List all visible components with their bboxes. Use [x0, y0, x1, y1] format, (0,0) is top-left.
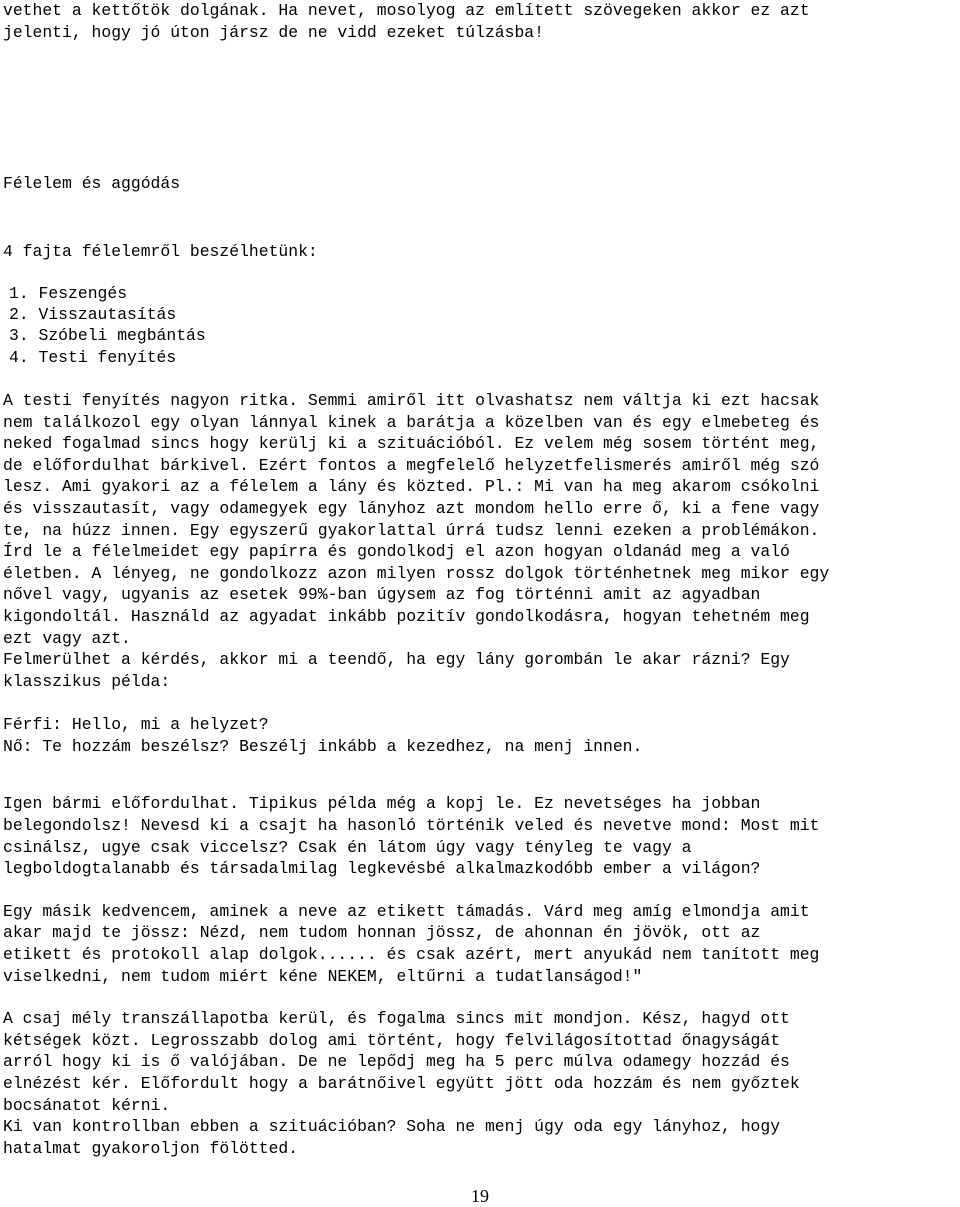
text-line: nem találkozol egy olyan lánnyal kinek a barátja a közelben van és egy elmebeteg és	[3, 412, 820, 432]
text-line: lesz. Ami gyakori az a félelem a lány és közted. Pl.: Mi van ha meg akarom csókolni	[3, 477, 820, 497]
list-item: 1. Feszengés	[9, 283, 128, 303]
text-line: kigondoltál. Használd az agyadat inkább pozitív gondolkodásra, hogyan tehetném meg	[3, 606, 810, 626]
dialog-example	[3, 714, 955, 757]
text-line: nővel vagy, ugyanis az esetek 99%-ban úgysem az fog történni amit az agyadban	[3, 585, 761, 605]
text-line: elnézést kér. Előfordult hogy a barátnőivel együtt jött oda hozzám és nem győztek	[3, 1074, 800, 1093]
text-line: életben. A lényeg, ne gondolkozz azon milyen rossz dolgok történhetnek meg mikor egy	[3, 563, 830, 583]
intro-text: 4 fajta félelemről beszélhetünk:	[3, 242, 318, 262]
text-line: de előfordulhat bárkivel. Ezért fontos a megfelelő helyzetfelismerés amiről még szó	[3, 455, 820, 475]
text-line: klasszikus példa:	[3, 671, 171, 691]
text-line: te, na húzz innen. Egy egyszerű gyakorlattal úrrá tudsz lenni ezeken a problémákon.	[3, 520, 820, 540]
page-number: 19	[471, 1186, 489, 1206]
text-line: akar majd te jössz: Nézd, nem tudom honnan jössz, de ahonnan én jövök, ott az	[3, 923, 761, 943]
text-line: A csaj mély transzállapotba kerül, és fogalma sincs mit mondjon. Kész, hagyd ott	[3, 1009, 790, 1029]
text-line: Egy másik kedvencem, aminek a neve az etikett támadás. Várd meg amíg elmondja amit	[3, 901, 810, 921]
text-line: belegondolsz! Nevesd ki a csajt ha hasonló történik veled és nevetve mond: Most mit	[3, 816, 820, 836]
paragraph-trance-state	[3, 1008, 955, 1159]
text-line: Ki van kontrollban ebben a szituációban? Soha ne menj úgy oda egy lányhoz, hogy	[3, 1117, 781, 1137]
section-heading: Félelem és aggódás	[3, 174, 181, 194]
dialog-line-woman: Nő: Te hozzám beszélsz? Beszélj inkább a kezedhez, na menj innen.	[3, 736, 643, 756]
text-line: és visszautasít, vagy odamegyek egy lányhoz azt mondom hello erre ő, ki a fene vagy	[3, 498, 820, 518]
text-line: viselkedni, nem tudom miért kéne NEKEM, eltűrni a tudatlanságod!"	[3, 966, 643, 986]
dialog-line-man: Férfi: Hello, mi a helyzet?	[3, 715, 269, 735]
list-item: 2. Visszautasítás	[9, 305, 177, 325]
text-line: neked fogalmad sincs hogy kerülj ki a szituációból. Ez velem még sosem történt meg,	[3, 434, 820, 454]
fear-types-list	[3, 283, 955, 368]
text-line: jelenti, hogy jó úton jársz de ne vidd ezeket túlzásba!	[3, 22, 544, 42]
list-item: 3. Szóbeli megbántás	[9, 326, 206, 346]
paragraph-physical-punishment	[3, 390, 955, 692]
text-line: A testi fenyítés nagyon ritka. Semmi amiről itt olvashatsz nem váltja ki ezt hacsak	[3, 390, 820, 410]
text-line: arról hogy ki is ő valójában. De ne lepődj meg ha 5 perc múlva odamegy hozzád és	[3, 1052, 790, 1072]
text-line: ezt vagy azt.	[3, 628, 131, 648]
document-page	[3, 0, 955, 1159]
top-paragraph	[3, 0, 955, 43]
text-line: Felmerülhet a kérdés, akkor mi a teendő, ha egy lány gorombán le akar rázni? Egy	[3, 650, 790, 670]
text-line: hatalmat gyakoroljon fölötted.	[3, 1138, 299, 1158]
text-line: Igen bármi előfordulhat. Tipikus példa még a kopj le. Ez nevetséges ha jobban	[3, 794, 761, 814]
text-line: vethet a kettőtök dolgának. Ha nevet, mosolyog az említett szövegeken akkor ez azt	[3, 1, 810, 20]
list-item: 4. Testi fenyítés	[9, 347, 177, 367]
text-line: etikett és protokoll alap dolgok...... és csak azért, mert anyukád nem tanított meg	[3, 945, 820, 965]
text-line: bocsánatot kérni.	[3, 1095, 171, 1115]
paragraph-brush-off	[3, 793, 955, 879]
text-line: Írd le a félelmeidet egy papírra és gondolkodj el azon hogyan oldanád meg a való	[3, 542, 790, 562]
text-line: csinálsz, ugye csak viccelsz? Csak én látom úgy vagy tényleg te vagy a	[3, 837, 692, 857]
text-line: legboldogtalanabb és társadalmilag legkevésbé alkalmazkodóbb ember a világon?	[3, 859, 761, 879]
text-line: kétségek közt. Legrosszabb dolog ami történt, hogy felvilágosítottad őnagyságát	[3, 1030, 781, 1050]
paragraph-etiquette-attack	[3, 901, 955, 987]
